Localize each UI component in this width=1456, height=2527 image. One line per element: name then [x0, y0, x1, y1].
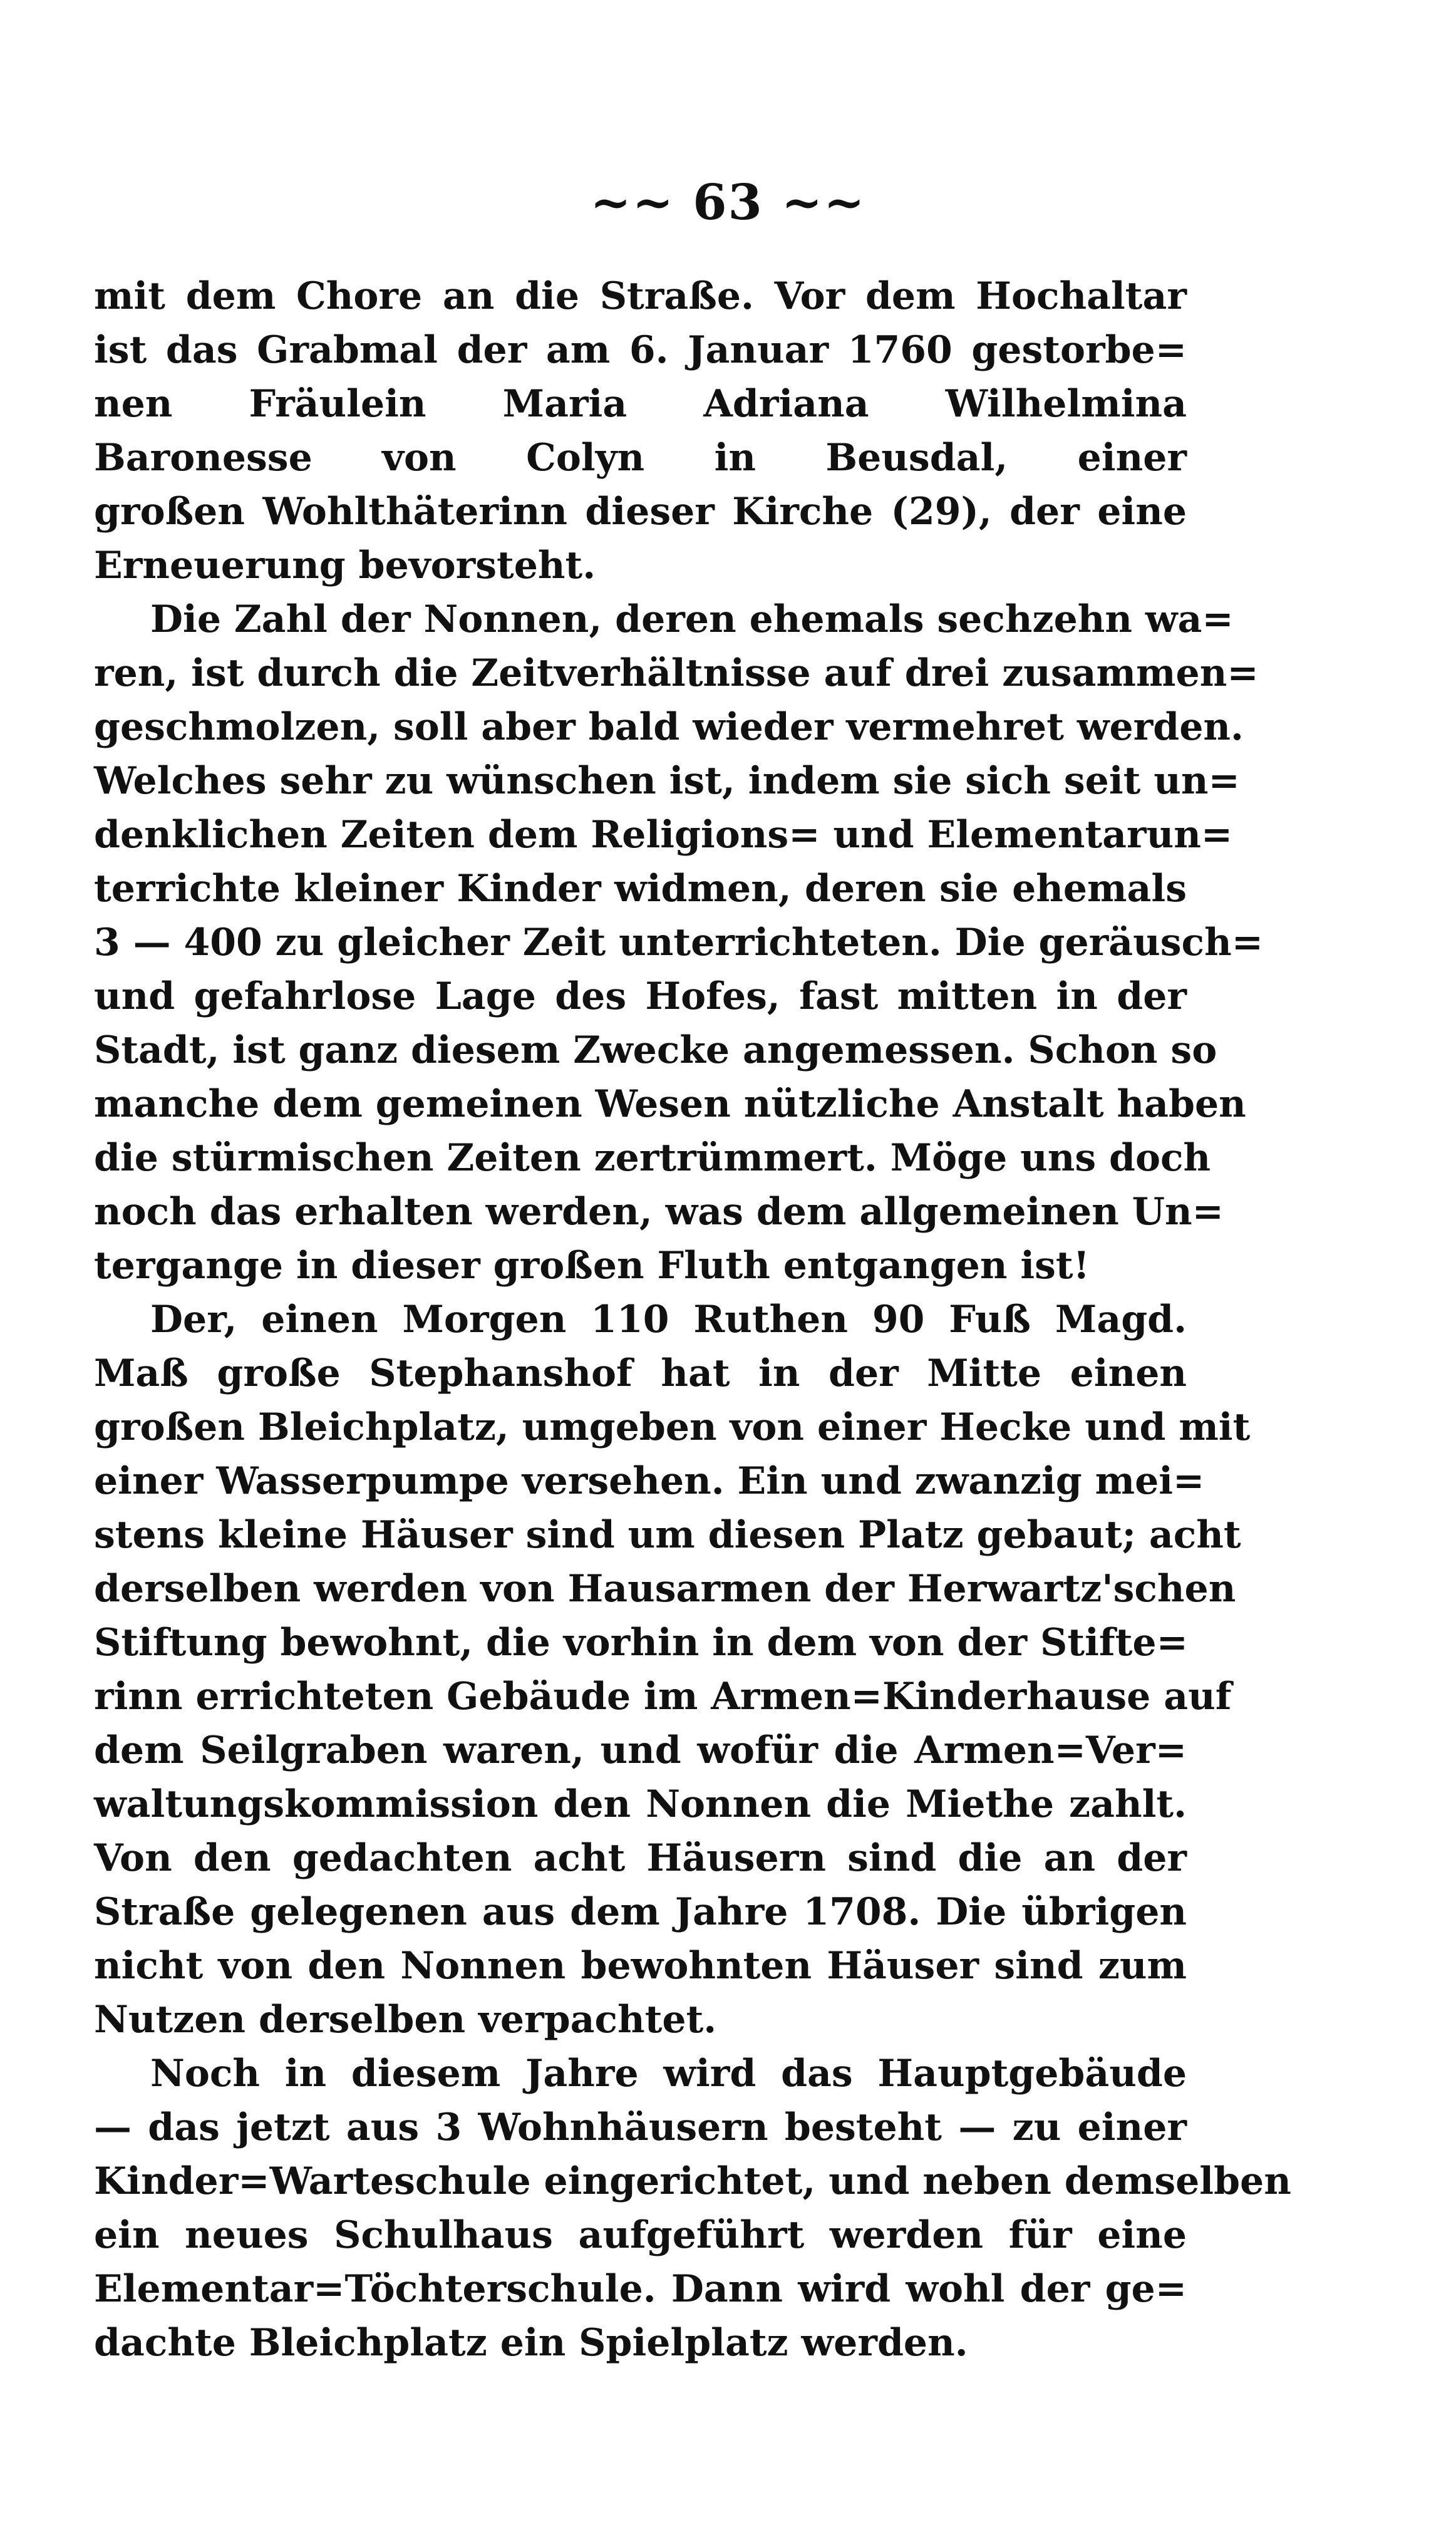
text-line: und gefahrlose Lage des Hofes, fast mitten in der [94, 974, 1187, 1018]
text-line: Maß große Stephanshof hat in der Mitte einen [94, 1351, 1187, 1395]
text-line: ein neues Schulhaus aufgeführt werden für eine [94, 2213, 1187, 2257]
text-line: großen Bleichplatz, umgeben von einer Hecke und mit [94, 1405, 1251, 1449]
text-line: tergange in dieser großen Fluth entgangen ist! [94, 1244, 1090, 1288]
text-line: nicht von den Nonnen bewohnten Häuser sind zum [94, 1944, 1187, 1988]
text-line: Straße gelegenen aus dem Jahre 1708. Die übrigen [94, 1890, 1187, 1934]
text-line: Der, einen Morgen 110 Ruthen 90 Fuß Magd. [150, 1298, 1187, 1341]
text-line: einer Wasserpumpe versehen. Ein und zwanzig mei= [94, 1459, 1205, 1503]
text-line: terrichte kleiner Kinder widmen, deren sie ehemals [94, 867, 1187, 911]
text-line: denklichen Zeiten dem Religions= und Elementarun= [94, 813, 1233, 857]
text-line: Stiftung bewohnt, die vorhin in dem von der Stifte= [94, 1621, 1188, 1665]
text-line: stens kleine Häuser sind um diesen Platz gebaut; acht [94, 1513, 1241, 1557]
text-line: Baronesse von Colyn in Beusdal, einer [94, 436, 1187, 480]
text-line: waltungskommission den Nonnen die Miethe zahlt. [94, 1782, 1187, 1826]
text-line: Nutzen derselben verpachtet. [94, 1998, 717, 2042]
text-line: die stürmischen Zeiten zertrümmert. Möge uns doch [94, 1136, 1211, 1180]
text-line: Kinder=Warteschule eingerichtet, und neben demselben [94, 2159, 1291, 2203]
text-line: großen Wohlthäterinn dieser Kirche (29), der eine [94, 490, 1187, 534]
text-line: Von den gedachten acht Häusern sind die an der [94, 1836, 1187, 1880]
text-line: derselben werden von Hausarmen der Herwartz'schen [94, 1567, 1236, 1611]
text-line: mit dem Chore an die Straße. Vor dem Hochaltar [94, 274, 1187, 318]
text-line: manche dem gemeinen Wesen nützliche Anstalt haben [94, 1082, 1246, 1126]
text-line: dachte Bleichplatz ein Spielplatz werden. [94, 2321, 968, 2365]
text-line: noch das erhalten werden, was dem allgemeinen Un= [94, 1190, 1224, 1234]
text-line: geschmolzen, soll aber bald wieder vermehret werden. [94, 705, 1244, 749]
text-line: Welches sehr zu wünschen ist, indem sie sich seit un= [94, 759, 1240, 803]
text-line: Erneuerung bevorsteht. [94, 544, 596, 587]
text-line: Elementar=Töchterschule. Dann wird wohl der ge= [94, 2267, 1187, 2311]
text-line: rinn errichteten Gebäude im Armen=Kinderhause auf [94, 1675, 1232, 1718]
text-line: ist das Grabmal der am 6. Januar 1760 gestorbe= [94, 328, 1187, 372]
text-line: 3 — 400 zu gleicher Zeit unterrichteten. Die geräusch= [94, 921, 1263, 964]
text-line: dem Seilgraben waren, und wofür die Armen=Ver= [94, 1729, 1187, 1772]
text-line: Noch in diesem Jahre wird das Hauptgebäude [150, 2052, 1187, 2095]
text-line: — das jetzt aus 3 Wohnhäusern besteht — zu einer [94, 2106, 1187, 2149]
text-line: Die Zahl der Nonnen, deren ehemals sechzehn wa= [150, 597, 1234, 641]
text-line: nen Fräulein Maria Adriana Wilhelmina [94, 382, 1187, 426]
page-number-header: ~~ 63 ~~ [590, 173, 866, 231]
text-line: ren, ist durch die Zeitverhältnisse auf drei zusammen= [94, 651, 1259, 695]
text-line: Stadt, ist ganz diesem Zwecke angemessen. Schon so [94, 1028, 1217, 1072]
